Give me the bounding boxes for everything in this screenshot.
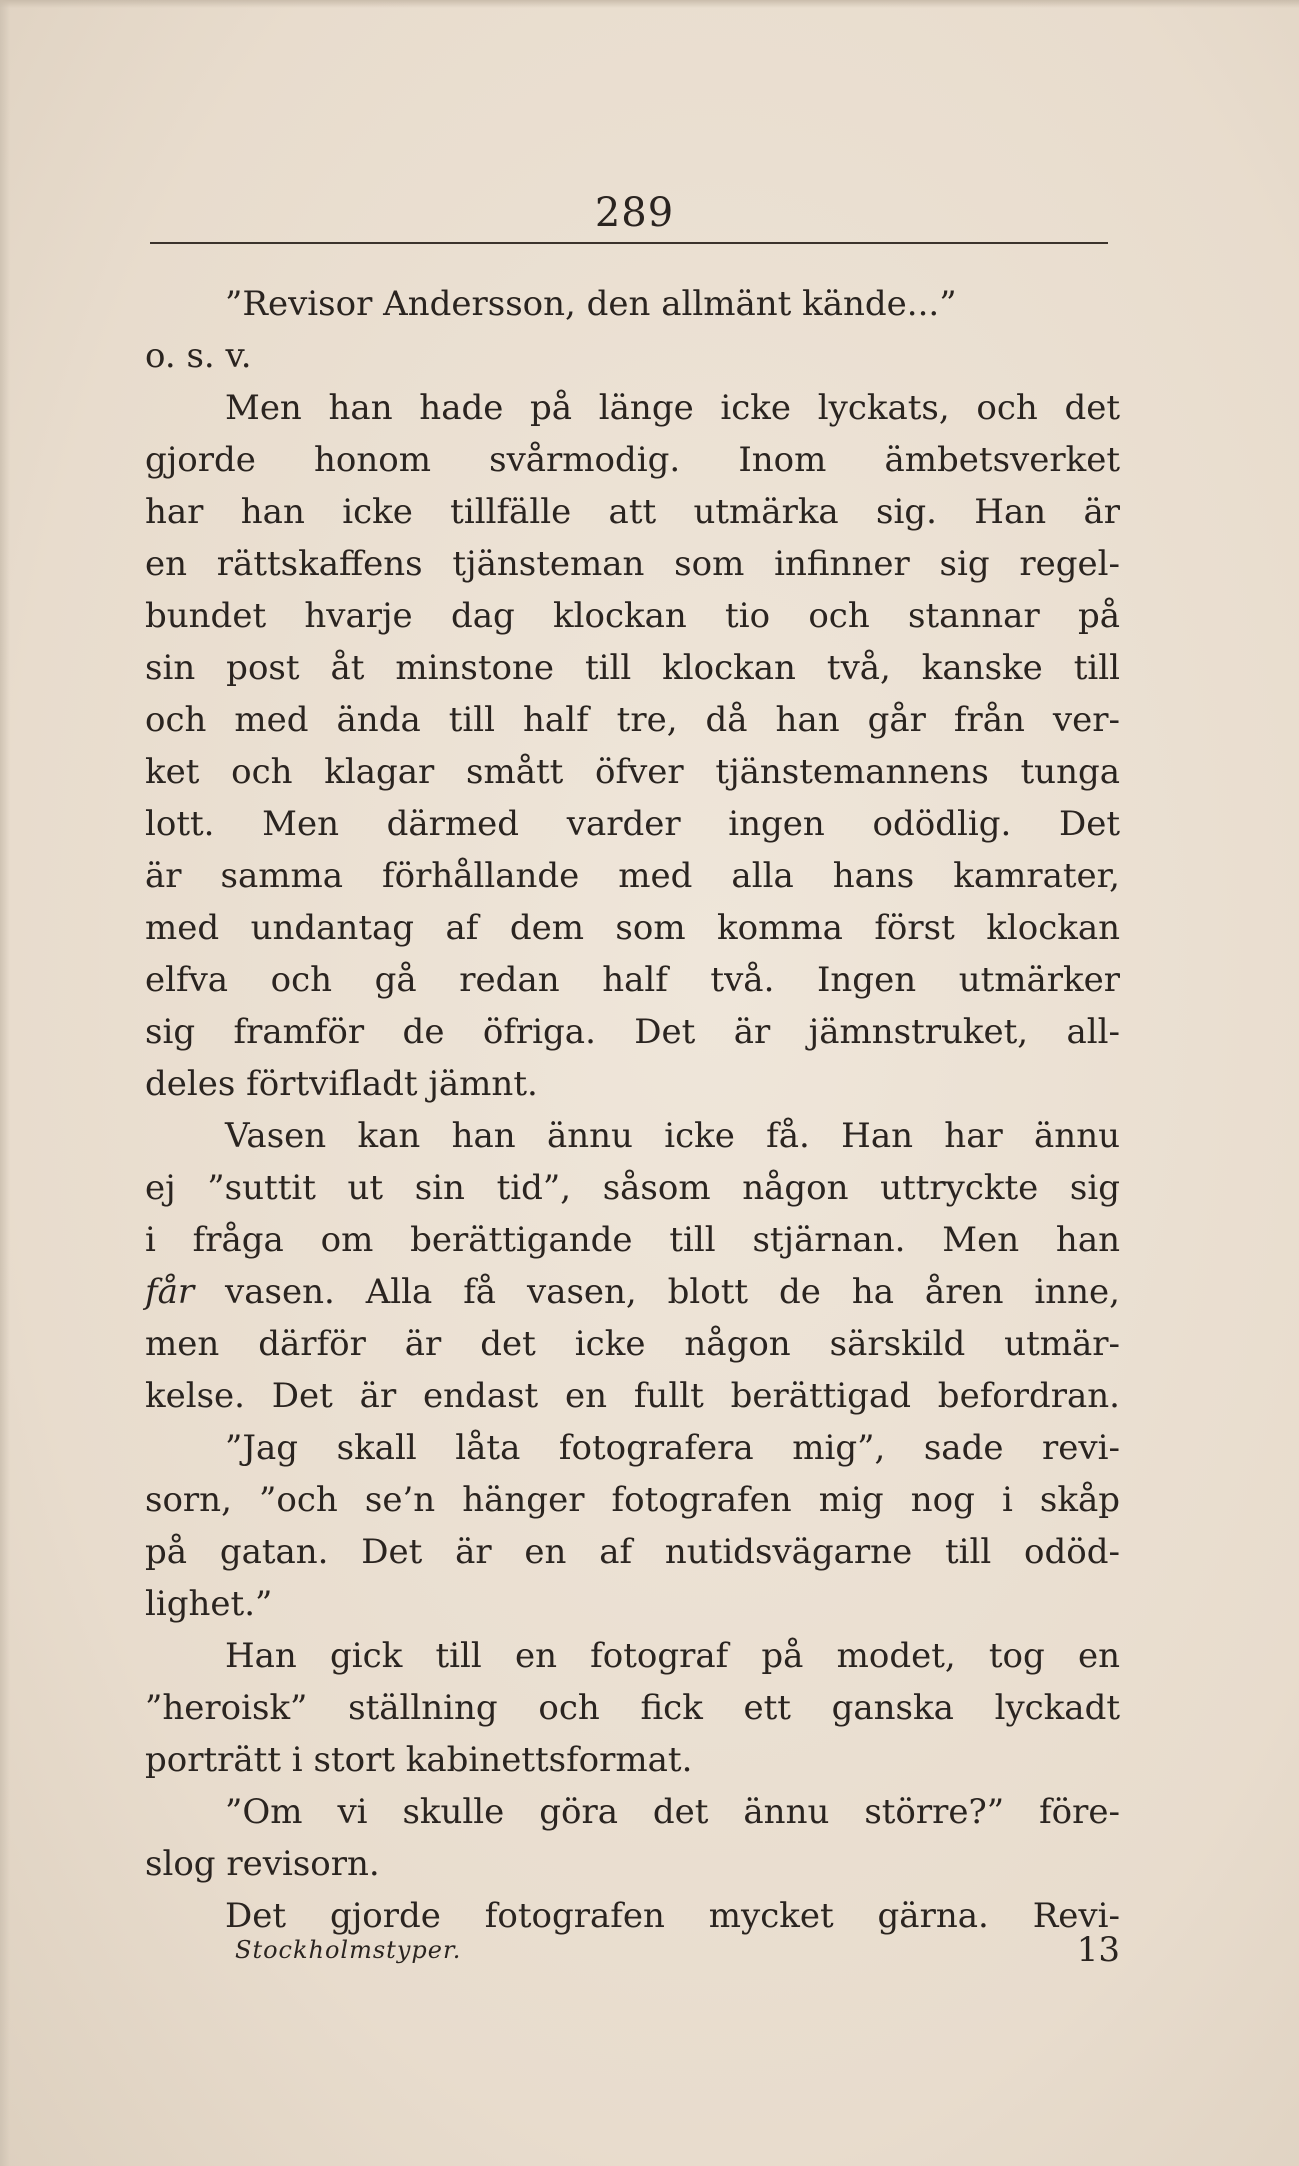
text-line (145, 1058, 1120, 1110)
line-text: på gatan. Det är en af nutidsvägarne till odöd- (145, 1532, 1120, 1572)
line-text: lott. Men därmed varder ingen odödlig. Det (145, 804, 1120, 844)
signature-mark: Stockholmstyper. (235, 1936, 462, 1964)
line-text: Det gjorde fotografen mycket gärna. Revi- (225, 1896, 1120, 1936)
text-line (145, 1786, 1120, 1838)
text-line (145, 1110, 1120, 1162)
text-line (145, 1474, 1120, 1526)
line-text: en rättskaffens tjänsteman som infinner sig regel- (145, 544, 1120, 584)
body-text (145, 278, 1120, 1942)
text-line (145, 1630, 1120, 1682)
line-text: ”Om vi skulle göra det ännu större?” före- (225, 1792, 1120, 1832)
line-text: ”Revisor Andersson, den allmänt kände...” (225, 284, 957, 324)
text-line (145, 1682, 1120, 1734)
line-text: och med ända till half tre, då han går från ver- (145, 700, 1120, 740)
line-text: ej ”suttit ut sin tid”, såsom någon uttryckte sig (145, 1168, 1120, 1208)
line-text: bundet hvarje dag klockan tio och stannar på (145, 596, 1120, 636)
line-text: men därför är det icke någon särskild utmär- (145, 1324, 1120, 1364)
page-footer (145, 1924, 1120, 1976)
page-number-text: 289 (594, 190, 675, 236)
line-text: o. s. v. (145, 336, 252, 376)
page-top-shadow (0, 0, 1299, 8)
sheet-number: 13 (1076, 1930, 1120, 1970)
text-line (145, 1318, 1120, 1370)
line-text: porträtt i stort kabinettsformat. (145, 1740, 693, 1780)
text-line (145, 746, 1120, 798)
line-text: sin post åt minstone till klockan två, kanske till (145, 648, 1120, 688)
line-text: deles förtvifladt jämnt. (145, 1064, 538, 1104)
line-text: kelse. Det är endast en fullt berättigad befordran. (145, 1376, 1120, 1416)
line-text: vasen. Alla få vasen, blott de ha åren inne, (194, 1272, 1120, 1312)
text-line (145, 1162, 1120, 1214)
text-line (145, 1526, 1120, 1578)
page-left-shadow (0, 0, 10, 2166)
text-line (145, 382, 1120, 434)
line-text: slog revisorn. (145, 1844, 380, 1884)
line-text: lighet.” (145, 1584, 273, 1624)
text-line (145, 954, 1120, 1006)
text-line (145, 850, 1120, 902)
text-line (145, 330, 1120, 382)
line-text: Men han hade på länge icke lyckats, och det (225, 388, 1120, 428)
text-line (145, 278, 1120, 330)
line-text: med undantag af dem som komma först klockan (145, 908, 1120, 948)
text-line (145, 1734, 1120, 1786)
line-text: har han icke tillfälle att utmärka sig. Han är (145, 492, 1120, 532)
line-text: i fråga om berättigande till stjärnan. Men han (145, 1220, 1120, 1260)
text-line (145, 1422, 1120, 1474)
text-line (145, 902, 1120, 954)
text-line (145, 694, 1120, 746)
text-line (145, 1838, 1120, 1890)
text-line (145, 486, 1120, 538)
text-line (145, 1214, 1120, 1266)
line-text: Vasen kan han ännu icke få. Han har ännu (225, 1116, 1120, 1156)
line-text: ket och klagar smått öfver tjänstemannens tunga (145, 752, 1120, 792)
text-line (145, 590, 1120, 642)
line-text: sorn, ”och se’n hänger fotografen mig nog i skåp (145, 1480, 1120, 1520)
text-line (145, 798, 1120, 850)
line-text: Han gick till en fotograf på modet, tog en (225, 1636, 1120, 1676)
line-text: elfva och gå redan half två. Ingen utmärker (145, 960, 1120, 1000)
text-line (145, 642, 1120, 694)
italic-text: får (145, 1272, 195, 1312)
line-text: gjorde honom svårmodig. Inom ämbetsverket (145, 440, 1120, 480)
page-number (0, 188, 1299, 238)
text-line (145, 434, 1120, 486)
text-line (145, 1578, 1120, 1630)
text-line (145, 1266, 1120, 1318)
text-line (145, 1006, 1120, 1058)
line-text: sig framför de öfriga. Det är jämnstruket, all- (145, 1012, 1120, 1052)
line-text: ”heroisk” ställning och fick ett ganska lyckadt (145, 1688, 1120, 1728)
header-rule (150, 242, 1108, 244)
line-text: är samma förhållande med alla hans kamrater, (145, 856, 1120, 896)
text-line (145, 538, 1120, 590)
line-text: ”Jag skall låta fotografera mig”, sade revi- (225, 1428, 1120, 1468)
text-line (145, 1370, 1120, 1422)
